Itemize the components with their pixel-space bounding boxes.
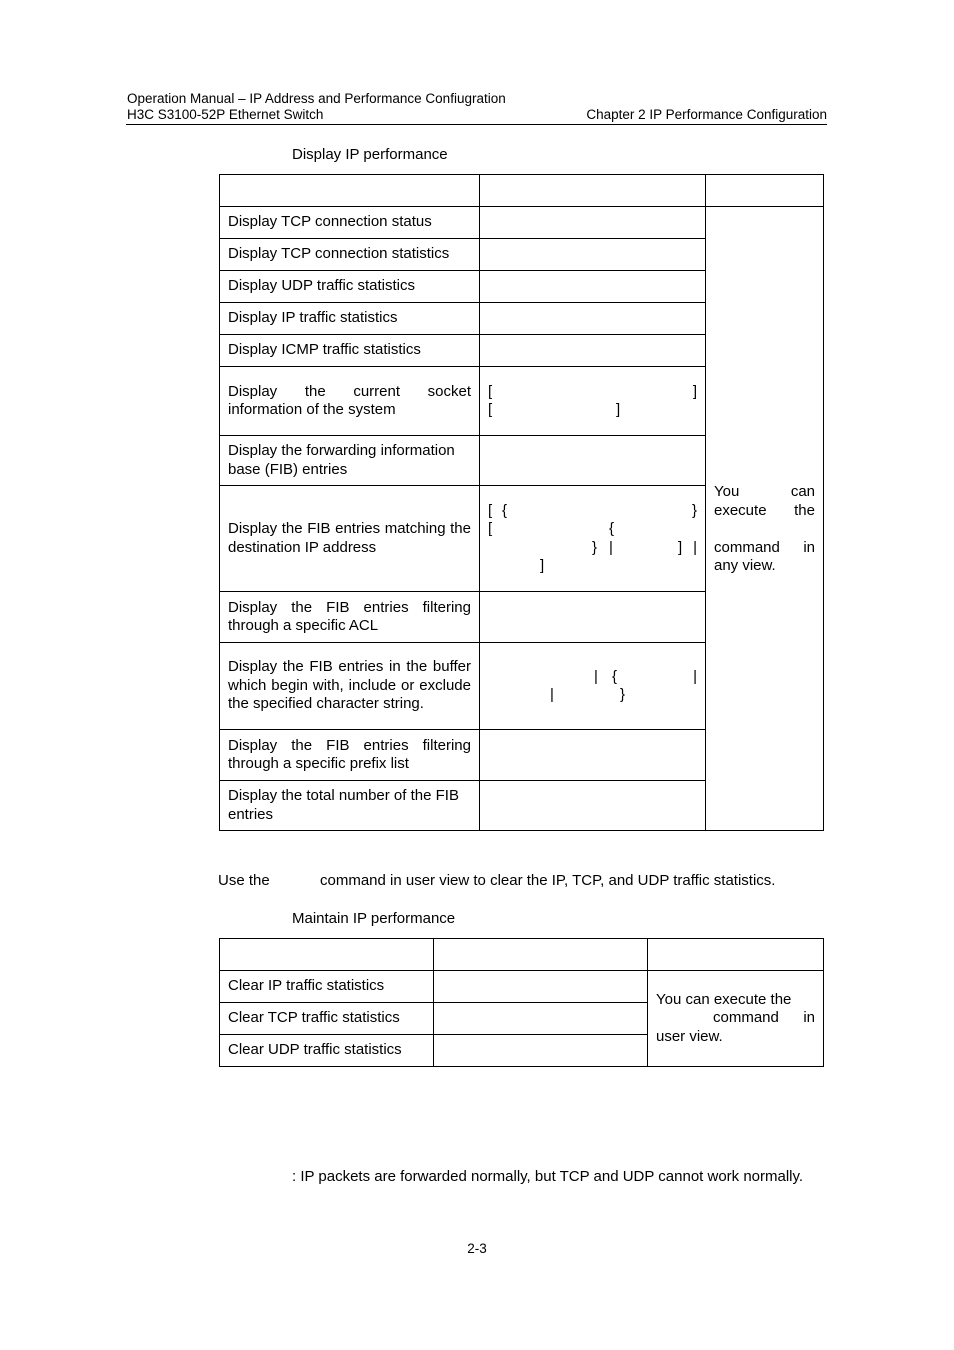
header-manual-title: Operation Manual – IP Address and Performance Confiugration bbox=[127, 91, 506, 106]
operation-cell: Display TCP connection statistics bbox=[220, 239, 480, 271]
command-cell bbox=[434, 1003, 648, 1035]
operation-cell: Display TCP connection status bbox=[220, 207, 480, 239]
command-cell: [ ] [ ] bbox=[480, 367, 706, 436]
header-cell-operation bbox=[220, 175, 480, 207]
command-cell bbox=[480, 271, 706, 303]
command-cell: | { | | } bbox=[480, 643, 706, 730]
maintain-ip-performance-table bbox=[219, 938, 824, 1067]
header-cell-remarks bbox=[706, 175, 824, 207]
command-cell bbox=[480, 781, 706, 831]
operation-cell: Display UDP traffic statistics bbox=[220, 271, 480, 303]
remark-cell: You can execute the command in any view. bbox=[706, 207, 824, 831]
note-text: : IP packets are forwarded normally, but TCP and UDP cannot work normally. bbox=[292, 1168, 804, 1185]
header-rule bbox=[126, 124, 827, 125]
operation-cell: Display the forwarding information base (FIB) entries bbox=[220, 436, 480, 486]
operation-cell: Display the FIB entries filtering through a specific prefix list bbox=[220, 730, 480, 781]
use-the-text: Use the bbox=[218, 872, 270, 889]
command-cell bbox=[480, 335, 706, 367]
reset-command-description: command in user view to clear the IP, TCP, and UDP traffic statistics. bbox=[320, 872, 776, 889]
header-cell-command bbox=[480, 175, 706, 207]
table2-caption: Maintain IP performance bbox=[292, 910, 456, 927]
remark-cell: You can execute the command in user view. bbox=[648, 971, 824, 1067]
command-cell: [ { } [ { } | ] | ] bbox=[480, 486, 706, 592]
operation-cell: Clear IP traffic statistics bbox=[220, 971, 434, 1003]
command-cell bbox=[434, 971, 648, 1003]
command-cell bbox=[480, 730, 706, 781]
display-ip-performance-table bbox=[219, 174, 824, 831]
command-cell bbox=[480, 239, 706, 271]
command-cell bbox=[480, 592, 706, 643]
command-cell bbox=[480, 303, 706, 335]
command-cell bbox=[434, 1035, 648, 1067]
operation-cell: Clear TCP traffic statistics bbox=[220, 1003, 434, 1035]
operation-cell: Display the FIB entries in the buffer which begin with, include or exclude the specified character string. bbox=[220, 643, 480, 730]
header-cell-remarks bbox=[648, 939, 824, 971]
table-header-row bbox=[220, 939, 824, 971]
header-cell-operation bbox=[220, 939, 434, 971]
table-header-row bbox=[220, 175, 824, 207]
page-number: 2-3 bbox=[467, 1241, 487, 1256]
operation-cell: Display the FIB entries filtering through a specific ACL bbox=[220, 592, 480, 643]
header-chapter: Chapter 2 IP Performance Configuration bbox=[586, 107, 827, 122]
table1-caption: Display IP performance bbox=[292, 146, 448, 163]
operation-cell: Display IP traffic statistics bbox=[220, 303, 480, 335]
table-row bbox=[220, 207, 824, 239]
operation-cell: Display the current socket information of the system bbox=[220, 367, 480, 436]
command-cell bbox=[480, 436, 706, 486]
operation-cell: Display the FIB entries matching the destination IP address bbox=[220, 486, 480, 592]
header-cell-command bbox=[434, 939, 648, 971]
operation-cell: Display the total number of the FIB entries bbox=[220, 781, 480, 831]
header-product: H3C S3100-52P Ethernet Switch bbox=[127, 107, 324, 122]
operation-cell: Display ICMP traffic statistics bbox=[220, 335, 480, 367]
operation-cell: Clear UDP traffic statistics bbox=[220, 1035, 434, 1067]
table-row bbox=[220, 971, 824, 1003]
command-cell bbox=[480, 207, 706, 239]
